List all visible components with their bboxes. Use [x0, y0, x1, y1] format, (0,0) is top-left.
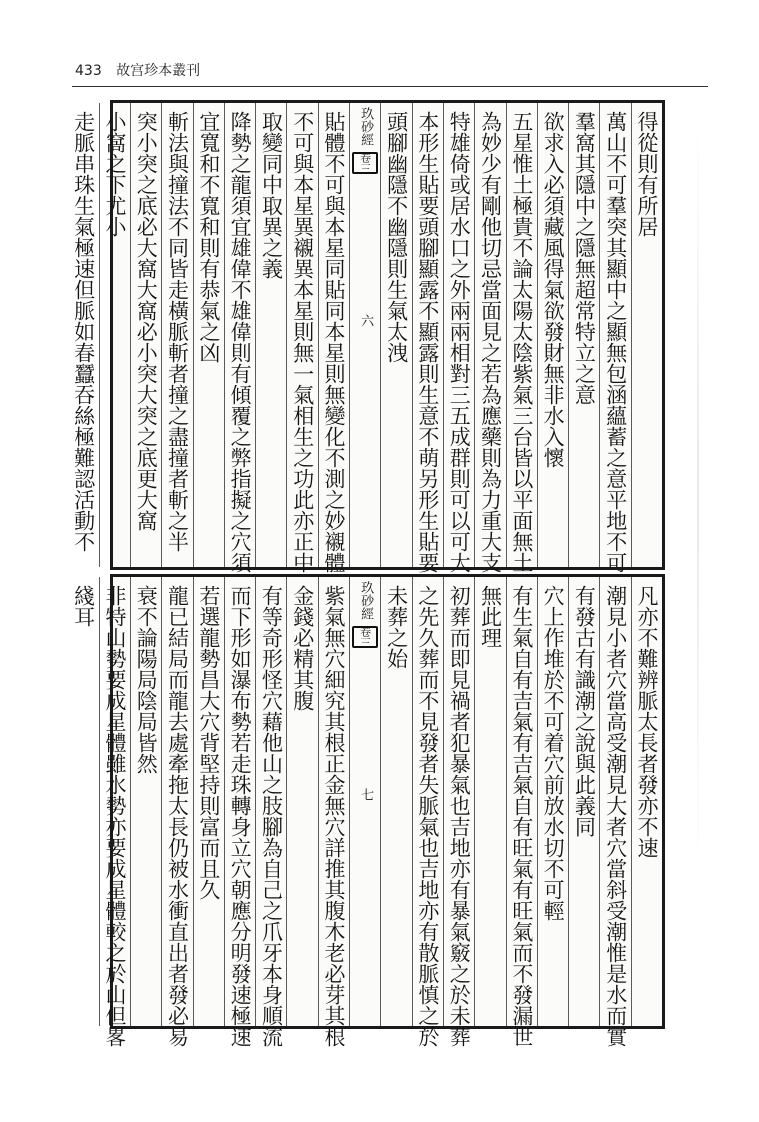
text-column: 未葬之始 [380, 577, 411, 1026]
leaf-number: 七 [358, 788, 374, 801]
text-column: 綫耳 [71, 585, 96, 627]
text-column: 衰不論陽局陰局皆然 [130, 577, 161, 1026]
header-rule [72, 86, 708, 87]
text-column: 貼體不可與本星同貼同本星則無變化不測之妙襯體 [318, 103, 349, 567]
text-column: 欲求入必須藏風得氣欲發財無非水入懷 [537, 103, 568, 567]
text-column: 小窩之下尤小 [99, 103, 130, 567]
text-column: 萬山不可羣突其顯中之顯無包涵蘊蓄之意平地不可 [599, 103, 630, 567]
text-column: 無此理 [474, 577, 505, 1026]
center-title: 玖砂經 [358, 581, 374, 620]
center-fold [349, 577, 380, 1026]
text-column: 龍已結局而龍去處牽拖太長仍被水衝直出者發必易 [161, 577, 192, 1026]
text-column: 五星惟土極貴不論太陽太陰紫氣三台皆以平面無土 [506, 103, 537, 567]
text-column: 為妙少有剛他切忌當面見之若為應藥則為力重大支 [474, 103, 505, 567]
text-column: 本形生貼要頭腳顯露不顯露則生意不萌另形生貼要 [412, 103, 443, 567]
page-number: 433 [75, 63, 102, 79]
center-title: 玖砂經 [358, 107, 374, 146]
text-column: 宜寬和不寬和則有恭氣之凶 [193, 103, 224, 567]
text-column: 取變同中取異之義 [255, 103, 286, 567]
page-header [75, 60, 200, 80]
text-column: 走脈串珠生氣極速但脈如春蠶吞絲極難認活動不 [71, 111, 96, 552]
text-column: 有生氣自有吉氣有吉氣自有旺氣有旺氣而不發漏世 [506, 577, 537, 1026]
volume-marker: 卷三 [352, 152, 378, 174]
gutter-shadow [697, 115, 699, 875]
text-column: 斬法與撞法不同皆走橫脈斬者撞之盡撞者斬之半 [161, 103, 192, 567]
text-column: 突小突之底必大窩大窩必小突大突之底更大窩 [130, 103, 161, 567]
text-column: 不可與本星異襯異本星則無一氣相生之功此亦正中 [286, 103, 317, 567]
text-column: 紫氣無穴細究其根正金無穴詳推其腹木老必芽其根 [318, 577, 349, 1026]
text-column: 穴上作堆於不可着穴前放水切不可輕 [537, 577, 568, 1026]
text-column: 而下形如瀑布勢若走珠轉身立穴朝應分明發速極速 [224, 577, 255, 1026]
text-column: 降勢之龍須宜雄偉不雄偉則有傾覆之弊指擬之穴須 [224, 103, 255, 567]
text-column: 金錢必精其腹 [286, 577, 317, 1026]
text-column: 初葬而即見禍者犯暴氣也吉地亦有暴氣竅之於未葬 [443, 577, 474, 1026]
top-text-panel [71, 100, 665, 573]
volume-marker: 卷三 [352, 626, 378, 648]
leaf-number: 六 [358, 314, 374, 327]
text-column: 潮見小者穴當高受潮見大者穴當斜受潮惟是水而實 [599, 577, 630, 1026]
text-column: 羣窩其隱中之隱無超常特立之意 [568, 103, 599, 567]
text-column: 若選龍勢昌大穴背堅持則富而且久 [193, 577, 224, 1026]
book-title: 故宫珍本叢刊 [116, 63, 201, 79]
center-fold [349, 103, 380, 567]
text-column: 得從則有所居 [631, 103, 662, 567]
text-column: 凡亦不難辨脈太長者發亦不速 [631, 577, 662, 1026]
text-column: 非特山勢要成星體雖水勢亦要成星體較之於山但畧 [99, 577, 130, 1026]
text-column: 特雄倚或居水口之外兩兩相對三五成群則可以可大 [443, 103, 474, 567]
text-column: 有等奇形怪穴藉他山之肢腳為自己之爪牙本身順流 [255, 577, 286, 1026]
text-column: 頭腳幽隱不幽隱則生氣太洩 [380, 103, 411, 567]
text-column: 有發古有識潮之說與此義同 [568, 577, 599, 1026]
bottom-text-panel [71, 574, 665, 1047]
text-column: 之先久葬而不見發者失脈氣也吉地亦有散脈慎之於 [412, 577, 443, 1026]
